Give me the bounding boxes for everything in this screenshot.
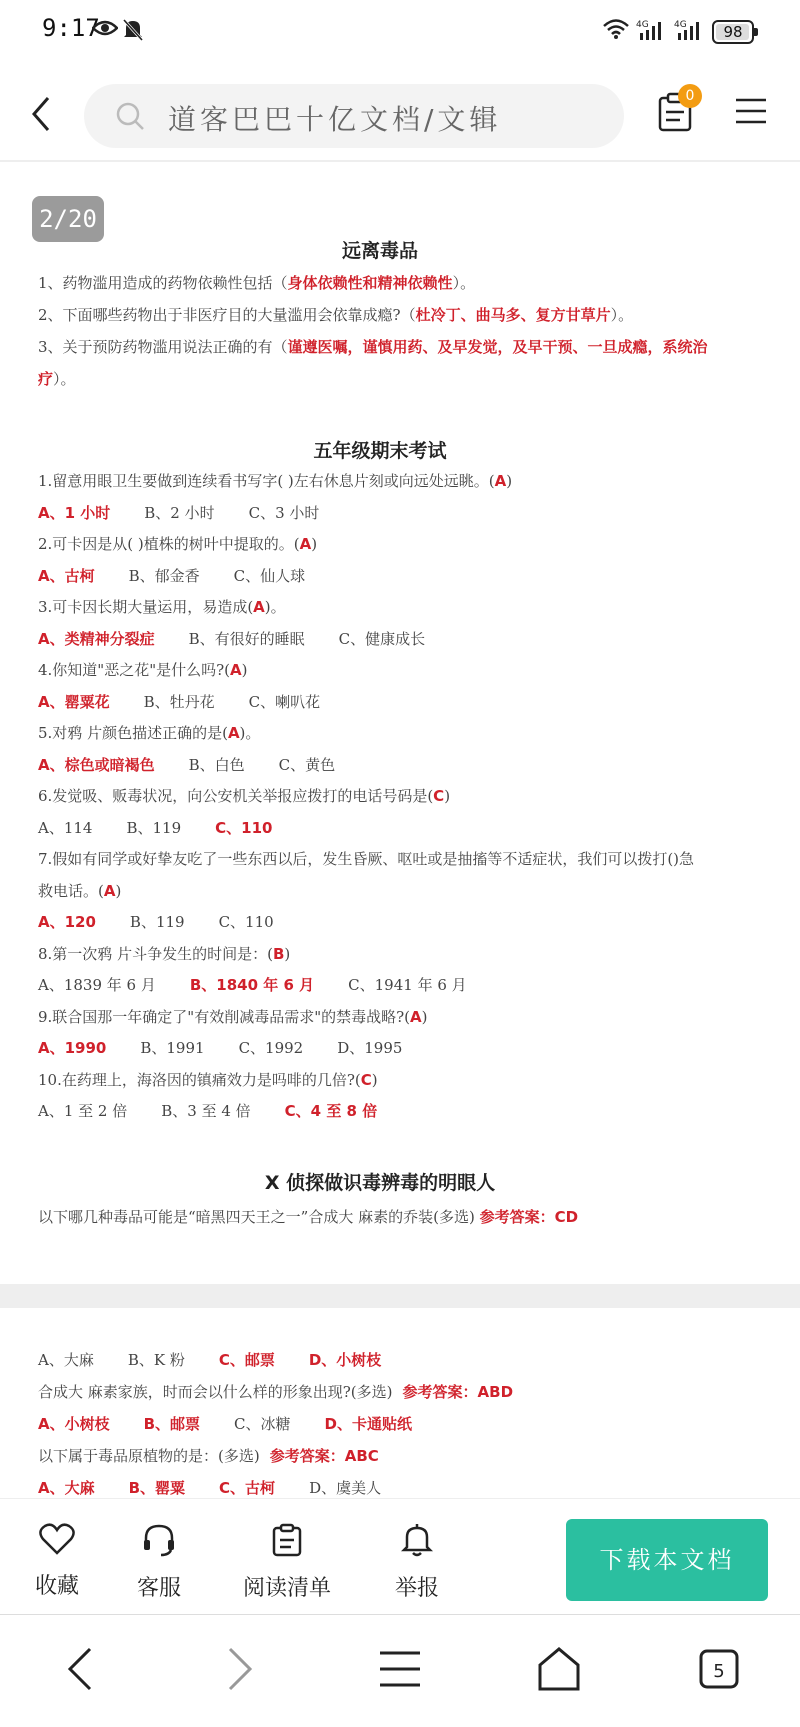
page-separator — [0, 1284, 800, 1308]
answer-option: B、119 — [129, 913, 185, 931]
reading-list-badge: 0 — [678, 84, 702, 108]
answer-option: B、郁金香 — [128, 566, 200, 585]
section-title: 五年级期末考试 — [313, 440, 447, 462]
status-bar — [0, 0, 800, 64]
doc-line: 6.发觉吸、贩毒状况，向公安机关举报应拨打的电话号码是(C) — [38, 787, 451, 805]
answer-option: C、喇叭花 — [248, 692, 321, 711]
answer-option: C、邮票 — [218, 1351, 275, 1369]
doc-line: 5.对鸦 片颜色描述正确的是(A)。 — [38, 724, 261, 742]
answer-option: B、1840 年 6 月 — [189, 976, 315, 994]
svg-text:4G: 4G — [636, 20, 649, 30]
answer-option: A、古柯 — [38, 566, 95, 585]
answer-option: B、2 小时 — [144, 503, 215, 522]
reading-list-action[interactable] — [236, 1523, 338, 1602]
battery-indicator — [712, 20, 754, 44]
search-icon — [114, 100, 146, 136]
answer-option: A、1990 — [38, 1039, 107, 1057]
system-navigation-bar — [0, 1614, 800, 1727]
answer-option: B、有很好的睡眠 — [188, 629, 305, 648]
hamburger-menu-icon — [378, 1645, 422, 1693]
menu-button[interactable] — [734, 94, 768, 128]
signal-4g-icon — [636, 18, 668, 46]
answer-option: C、古柯 — [219, 1479, 276, 1497]
answer-option: A、罂粟花 — [38, 692, 110, 711]
top-navigation — [0, 76, 800, 156]
reading-list-label: 阅读清单 — [242, 1576, 331, 1601]
answer-option: B、3 至 4 倍 — [161, 1102, 251, 1120]
doc-line: 1.留意用眼卫生要做到连续看书写字( )左右休息片刻或向远处远眺。(A) — [38, 472, 513, 490]
doc-line: 疗）。 — [38, 370, 76, 388]
doc-line: 救电话。(A) — [38, 881, 122, 900]
divider — [0, 160, 800, 162]
answer-option: A、棕色或暗褐色 — [38, 755, 155, 774]
search-input[interactable]: 道客巴巴十亿文档/文辑 — [168, 103, 502, 136]
options-line — [38, 817, 306, 838]
home-icon — [536, 1645, 582, 1693]
home-nav-button[interactable] — [536, 1645, 582, 1697]
answer-option: C、110 — [218, 913, 274, 931]
answer-option: A、小树枝 — [38, 1415, 110, 1433]
answer-option: C、3 小时 — [248, 503, 320, 522]
section-title: 远离毒品 — [341, 240, 418, 262]
doc-line: 1、药物滥用造成的药物依赖性包括（身体依赖性和精神依赖性）。 — [38, 274, 476, 292]
options-line — [38, 1037, 436, 1058]
answer-option: C、1992 — [238, 1039, 304, 1057]
forward-nav-button[interactable] — [224, 1645, 256, 1697]
answer-option: C、仙人球 — [233, 566, 306, 585]
options-line — [38, 1349, 415, 1370]
answer-option: B、K 粉 — [127, 1351, 185, 1369]
svg-text:4G: 4G — [674, 20, 687, 30]
headset-icon — [141, 1523, 177, 1557]
favorite-button[interactable] — [12, 1523, 102, 1600]
customer-service-button[interactable] — [114, 1523, 204, 1602]
options-line — [38, 565, 339, 586]
options-line — [38, 974, 501, 995]
answer-option: A、120 — [38, 913, 96, 931]
hamburger-menu-icon — [734, 94, 768, 128]
doc-line: 以下哪几种毒品可能是“暗黑四天王之一”合成大 麻素的乔装(多选) 参考答案：CD — [38, 1208, 579, 1226]
doc-line: 7.假如有同学或好挚友吃了一些东西以后，发生昏厥、呕吐或是抽搐等不适症状，我们可以拨打()急 — [38, 850, 695, 868]
doc-line: 合成大 麻素家族，时而会以什么样的形象出现?(多选) 参考答案：ABD — [38, 1383, 514, 1401]
clipboard-icon — [271, 1523, 303, 1557]
chevron-left-icon — [64, 1645, 96, 1693]
answer-option: A、类精神分裂症 — [38, 629, 155, 648]
signal-4g-icon — [674, 18, 706, 46]
options-line — [38, 1477, 415, 1498]
answer-option: D、1995 — [337, 1039, 403, 1057]
answer-option: D、卡通贴纸 — [324, 1415, 412, 1433]
answer-option: A、1839 年 6 月 — [38, 976, 156, 994]
battery-nub — [754, 28, 758, 36]
answer-option: C、110 — [215, 818, 273, 837]
answer-option: C、健康成长 — [338, 629, 426, 648]
options-line — [38, 502, 353, 523]
doc-line: 10.在药理上，海洛因的镇痛效力是吗啡的几倍?(C) — [38, 1070, 378, 1089]
options-line — [38, 1100, 411, 1121]
options-line — [38, 754, 369, 775]
wifi-icon — [602, 18, 630, 44]
chevron-left-icon — [22, 92, 66, 136]
tabs-nav-button[interactable] — [698, 1645, 740, 1697]
answer-option: A、大麻 — [38, 1351, 94, 1369]
answer-option: C、1941 年 6 月 — [348, 976, 467, 994]
page-indicator: 2/20 — [32, 196, 104, 242]
bell-icon — [401, 1523, 433, 1557]
answer-option: C、4 至 8 倍 — [284, 1102, 378, 1120]
options-line — [38, 1413, 446, 1434]
doc-line: 4.你知道"恶之花"是什么吗?(A) — [38, 661, 248, 679]
answer-option: A、1 小时 — [38, 503, 111, 522]
doc-line: 9.联合国那一年确定了"有效削减毒品需求"的禁毒战略?(A) — [38, 1007, 428, 1026]
answer-option: B、白色 — [188, 755, 245, 774]
doc-line: 以下属于毒品原植物的是：(多选) 参考答案：ABC — [38, 1447, 379, 1465]
answer-option: D、虞美人 — [309, 1479, 382, 1497]
menu-nav-button[interactable] — [378, 1645, 422, 1697]
answer-option: A、1 至 2 倍 — [38, 1102, 128, 1120]
answer-option: C、冰糖 — [234, 1415, 291, 1433]
options-line — [38, 691, 354, 712]
report-button[interactable] — [372, 1523, 462, 1602]
options-line — [38, 911, 308, 932]
doc-line: 2.可卡因是从( )植株的树叶中提取的。(A) — [38, 535, 318, 553]
answer-option: D、小树枝 — [308, 1351, 382, 1369]
answer-option: C、黄色 — [278, 755, 336, 774]
chevron-right-icon — [224, 1645, 256, 1693]
answer-option: B、邮票 — [143, 1415, 201, 1433]
status-time: 9:17 — [42, 14, 100, 42]
doc-line: 8.第一次鸦 片斗争发生的时间是：(B) — [38, 944, 291, 963]
battery-level: 98 — [723, 23, 743, 41]
back-nav-button[interactable] — [64, 1645, 96, 1697]
answer-option: B、罂粟 — [128, 1479, 186, 1497]
answer-option: A、大麻 — [38, 1479, 95, 1497]
bell-muted-icon — [122, 18, 144, 46]
report-label: 举报 — [394, 1576, 439, 1601]
eye-icon — [92, 18, 118, 42]
answer-option: B、119 — [126, 818, 182, 837]
service-label: 客服 — [136, 1576, 181, 1601]
tabs-count: 5 — [713, 1661, 725, 1682]
bottom-action-bar — [0, 1498, 800, 1614]
answer-option: B、1991 — [140, 1039, 205, 1057]
answer-option: B、牡丹花 — [143, 692, 215, 711]
heart-icon — [39, 1523, 75, 1555]
tabs-icon — [698, 1645, 740, 1693]
doc-line: 3.可卡因长期大量运用，易造成(A)。 — [38, 598, 286, 616]
doc-line: 3、关于预防药物滥用说法正确的有（谨遵医嘱，谨慎用药、及早发觉，及早干预、一旦成瘾，系统治 — [38, 338, 708, 356]
download-button[interactable]: 下载本文档 — [566, 1519, 768, 1601]
section-title: X 侦探做识毒辨毒的明眼人 — [264, 1172, 496, 1194]
options-line — [38, 628, 459, 649]
doc-line: 2、下面哪些药物出于非医疗目的大量滥用会依靠成瘾?（杜冷丁、曲马多、复方甘草片）。 — [38, 306, 634, 324]
back-button[interactable] — [22, 92, 66, 136]
answer-option: A、114 — [38, 818, 93, 837]
favorite-label: 收藏 — [34, 1574, 79, 1599]
search-bar[interactable] — [84, 84, 624, 148]
